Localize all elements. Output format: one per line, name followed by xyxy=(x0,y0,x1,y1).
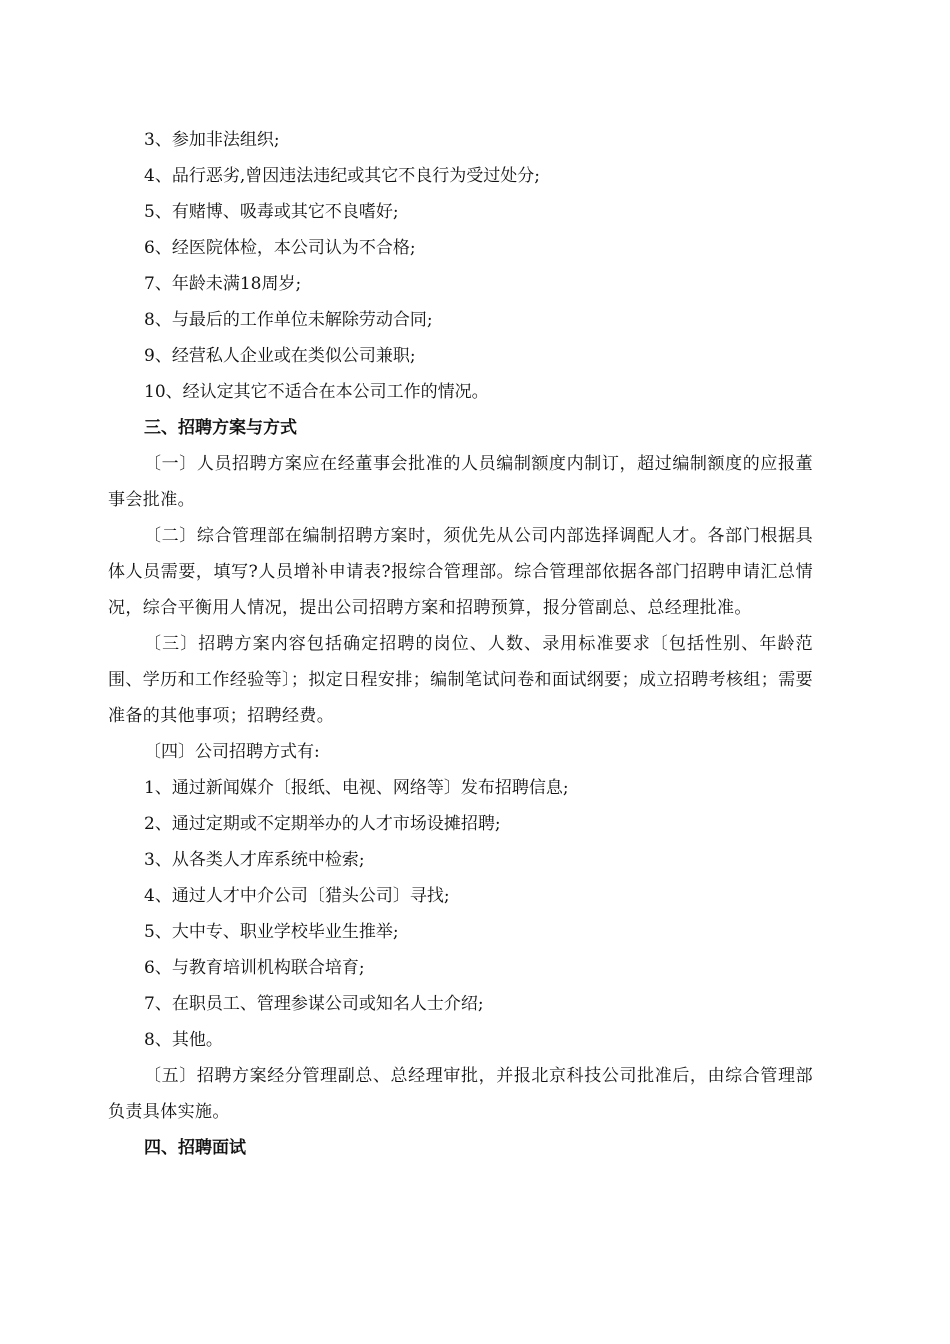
list-item: 4、品行恶劣,曾因违法违纪或其它不良行为受过处分; xyxy=(144,166,540,186)
paragraph: 〔五〕招聘方案经分管理副总、总经理审批，并报北京科技公司批准后，由综合管理部负责具体实施。 xyxy=(108,1066,813,1122)
list-item: 8、其他。 xyxy=(144,1030,223,1050)
list-item: 5、大中专、职业学校毕业生推举; xyxy=(144,922,399,942)
section-heading: 三、招聘方案与方式 xyxy=(144,418,297,438)
paragraph: 〔四〕公司招聘方式有: xyxy=(144,742,320,762)
paragraph: 〔二〕综合管理部在编制招聘方案时，须优先从公司内部选择调配人才。各部门根据具体人员需要，填写?人员增补申请表?报综合管理部。综合管理部依据各部门招聘申请汇总情况，综合平衡用人情况，提出公司招聘方案和招聘预算，报分管副总、总经理批准。 xyxy=(108,526,813,618)
list-item: 1、通过新闻媒介〔报纸、电视、网络等〕发布招聘信息; xyxy=(144,778,569,798)
list-item: 7、在职员工、管理参谋公司或知名人士介绍; xyxy=(144,994,484,1014)
list-item: 3、参加非法组织; xyxy=(144,130,280,150)
paragraph: 〔一〕人员招聘方案应在经董事会批准的人员编制额度内制订，超过编制额度的应报董事会批准。 xyxy=(108,454,813,510)
list-item: 6、经医院体检，本公司认为不合格; xyxy=(144,238,416,258)
list-item: 6、与教育培训机构联合培育; xyxy=(144,958,365,978)
list-item: 8、与最后的工作单位未解除劳动合同; xyxy=(144,310,433,330)
section-heading: 四、招聘面试 xyxy=(144,1138,246,1158)
list-item: 7、年龄未满18周岁; xyxy=(144,274,302,294)
list-item: 9、经营私人企业或在类似公司兼职; xyxy=(144,346,416,366)
list-item: 5、有赌博、吸毒或其它不良嗜好; xyxy=(144,202,399,222)
list-item: 3、从各类人才库系统中检索; xyxy=(144,850,365,870)
list-item: 2、通过定期或不定期举办的人才市场设摊招聘; xyxy=(144,814,501,834)
list-item: 10、经认定其它不适合在本公司工作的情况。 xyxy=(144,382,489,402)
document-body xyxy=(108,122,813,1166)
paragraph: 〔三〕招聘方案内容包括确定招聘的岗位、人数、录用标准要求〔包括性别、年龄范围、学历和工作经验等〕；拟定日程安排；编制笔试问卷和面试纲要；成立招聘考核组；需要准备的其他事项；招聘经费。 xyxy=(108,634,813,726)
list-item: 4、通过人才中介公司〔猎头公司〕寻找; xyxy=(144,886,450,906)
